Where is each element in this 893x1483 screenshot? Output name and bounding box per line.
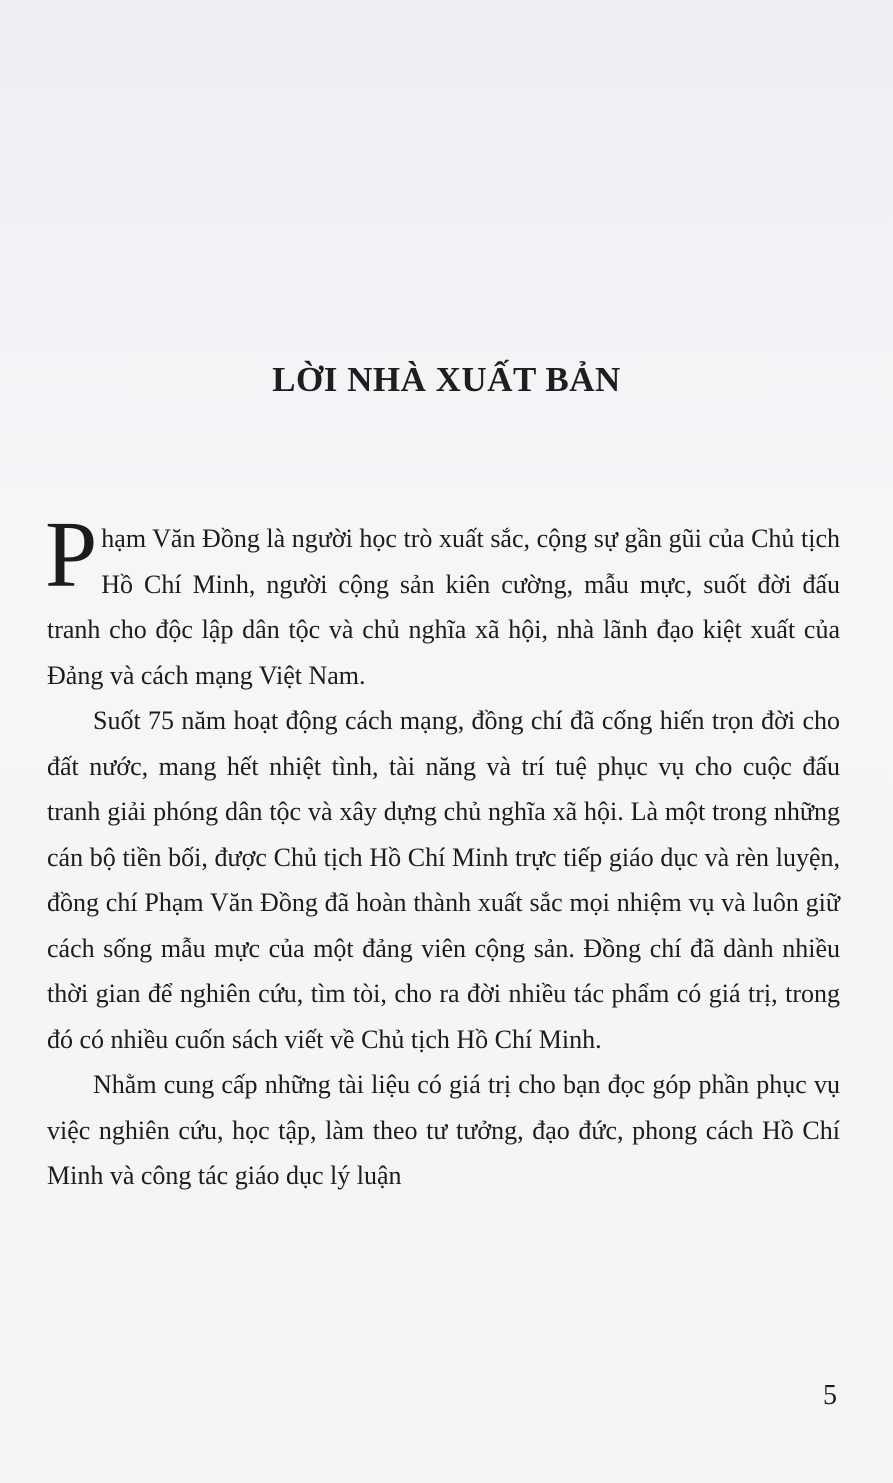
body-text bbox=[45, 503, 840, 1199]
drop-cap: P bbox=[45, 503, 98, 607]
show-through-bleed bbox=[40, 130, 860, 330]
paragraph-1-text: hạm Văn Đồng là người học trò xuất sắc, cộng sự gần gũi của Chủ tịch Hồ Chí Minh, người cộng sản kiên cường, mẫu mực, suốt đời đấu tranh cho độc lập dân tộc và chủ nghĩa xã hội, nhà lãnh đạo kiệt xuất của Đảng và cách mạng Việt Nam. bbox=[47, 524, 840, 690]
paragraph-1 bbox=[45, 503, 840, 698]
page-title: LỜI NHÀ XUẤT BẢN bbox=[272, 360, 621, 399]
paragraph-2: Suốt 75 năm hoạt động cách mạng, đồng chí đã cống hiến trọn đời cho đất nước, mang hết nhiệt tình, tài năng và trí tuệ phục vụ cho cuộc đấu tranh giải phóng dân tộc và xây dựng chủ nghĩa xã hội. Là một trong những cán bộ tiền bối, được Chủ tịch Hồ Chí Minh trực tiếp giáo dục và rèn luyện, đồng chí Phạm Văn Đồng đã hoàn thành xuất sắc mọi nhiệm vụ và luôn giữ cách sống mẫu mực của một đảng viên cộng sản. Đồng chí đã dành nhiều thời gian để nghiên cứu, tìm tòi, cho ra đời nhiều tác phẩm có giá trị, trong đó có nhiều cuốn sách viết về Chủ tịch Hồ Chí Minh. bbox=[47, 706, 840, 1054]
paragraph-3: Nhằm cung cấp những tài liệu có giá trị cho bạn đọc góp phần phục vụ việc nghiên cứu, học tập, làm theo tư tưởng, đạo đức, phong cách Hồ Chí Minh và công tác giáo dục lý luận bbox=[47, 1070, 840, 1190]
page-number: 5 bbox=[823, 1380, 837, 1411]
